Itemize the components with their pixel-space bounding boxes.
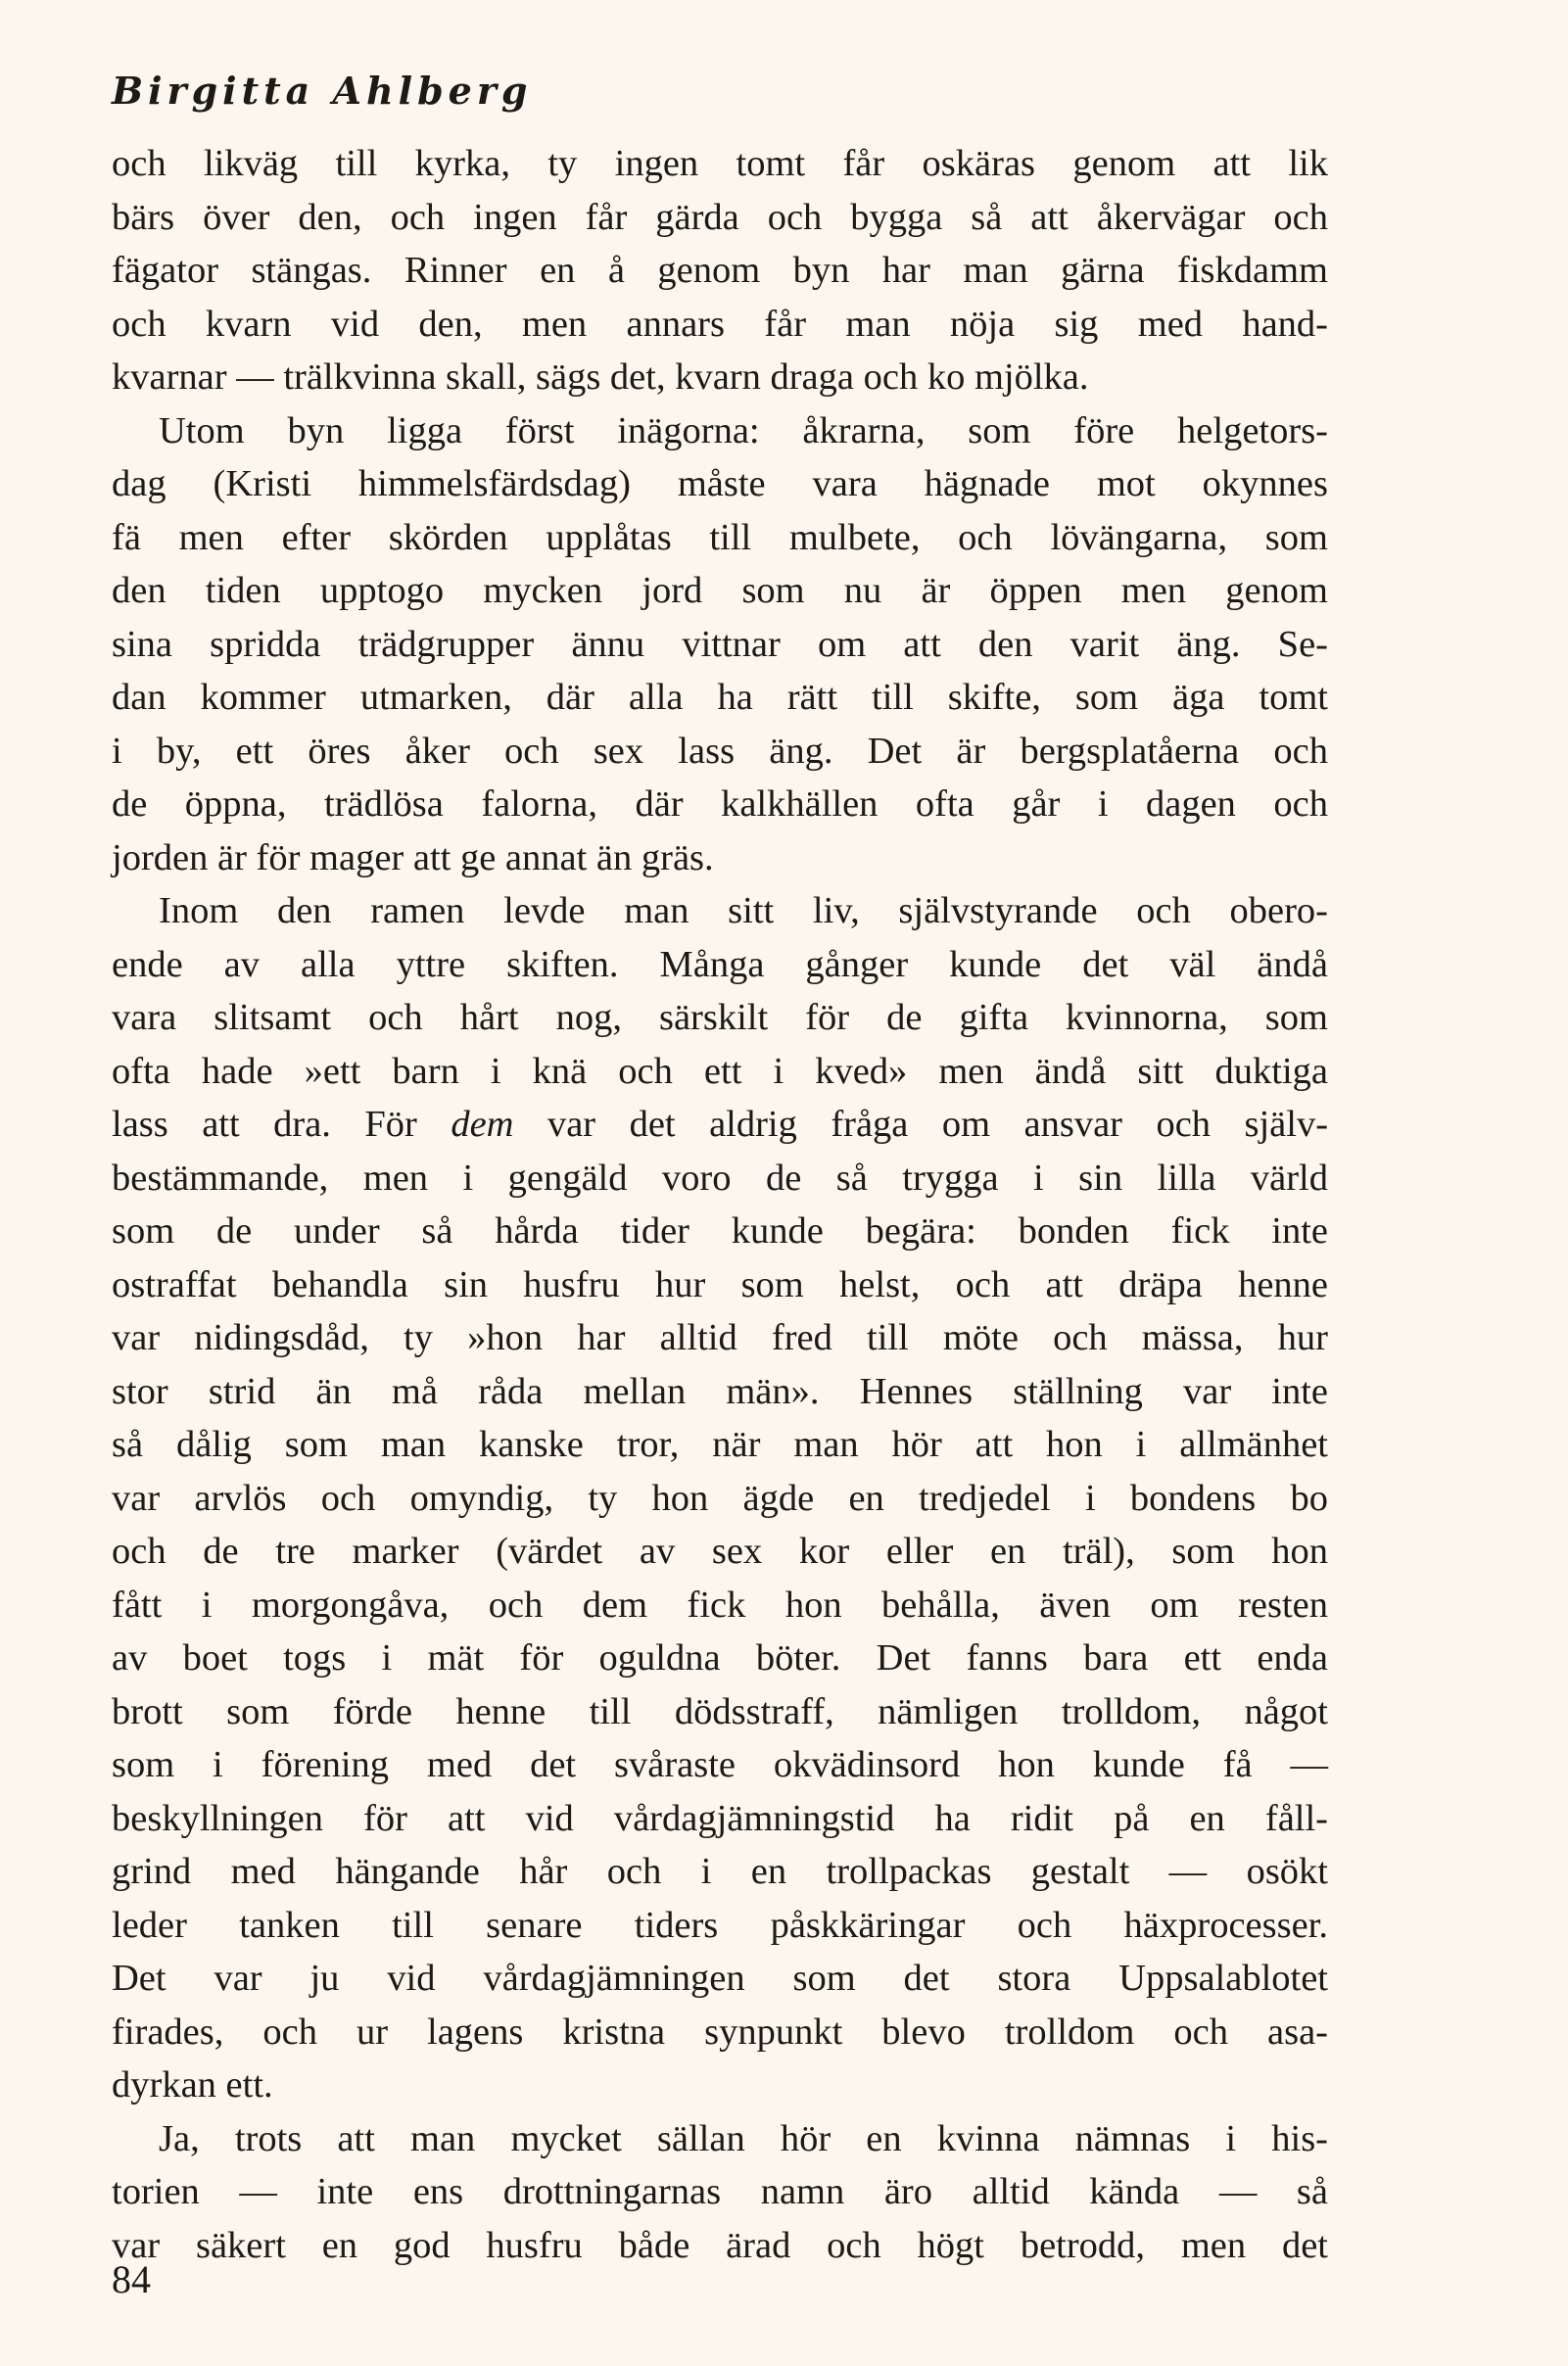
text-line: vara slitsamt och hårt nog, särskilt för de gifta kvinnorna, som [112, 997, 1328, 1038]
text-line: brott som förde henne till dödsstraff, nämligen trolldom, något [112, 1690, 1328, 1732]
text-line: bestämmande, men i gengäld voro de så trygga i sin lilla värld [112, 1157, 1328, 1199]
text-line: leder tanken till senare tiders påskkäringar och häxprocesser. [112, 1904, 1328, 1946]
text-line: kvarnar — trälkvinna skall, sägs det, kvarn draga och ko mjölka. [112, 356, 1089, 398]
text-line: grind med hängande hår och i en trollpackas gestalt — osökt [112, 1851, 1328, 1892]
text-line: fått i morgongåva, och dem fick hon behålla, även om resten [112, 1584, 1328, 1626]
text-line: Utom byn ligga först inägorna: åkrarna, som före helgetors- [159, 409, 1328, 451]
text-line: bärs över den, och ingen får gärda och bygga så att åkervägar och [112, 196, 1328, 238]
emphasized-word: dem [451, 1104, 514, 1145]
text-line: så dålig som man kanske tror, när man hör att hon i allmänhet [112, 1424, 1328, 1465]
text-line: i by, ett öres åker och sex lass äng. Det är bergsplatåerna och [112, 730, 1328, 772]
text-line: och likväg till kyrka, ty ingen tomt får oskäras genom att lik [112, 143, 1328, 184]
text-segment: lass att dra. För [112, 1104, 417, 1145]
text-line: dag (Kristi himmelsfärdsdag) måste vara hägnade mot okynnes [112, 463, 1328, 504]
text-line: och kvarn vid den, men annars får man nöja sig med hand- [112, 303, 1328, 345]
text-line: som de under så hårda tider kunde begära: bonden fick inte [112, 1210, 1328, 1252]
text-line: torien — inte ens drottningarnas namn äro alltid kända — så [112, 2171, 1328, 2212]
text-line: firades, och ur lagens kristna synpunkt blevo trolldom och asa- [112, 2011, 1328, 2053]
running-header-author: Birgitta Ahlberg [112, 69, 533, 113]
text-line: beskyllningen för att vid vårdagjämningstid ha ridit på en fåll- [112, 1797, 1328, 1839]
text-line: och de tre marker (värdet av sex kor eller en träl), som hon [112, 1531, 1328, 1572]
text-line: dyrkan ett. [112, 2064, 273, 2106]
text-line: dan kommer utmarken, där alla ha rätt till skifte, som äga tomt [112, 677, 1328, 718]
text-line: den tiden upptogo mycken jord som nu är öppen men genom [112, 570, 1328, 611]
text-segment: var det aldrig fråga om ansvar och själv- [546, 1104, 1329, 1145]
text-line: jorden är för mager att ge annat än gräs. [112, 836, 714, 878]
text-line: ende av alla yttre skiften. Många gånger kunde det väl ändå [112, 943, 1328, 985]
text-line: var arvlös och omyndig, ty hon ägde en tredjedel i bondens bo [112, 1477, 1328, 1519]
text-line-with-emphasis [112, 1098, 1328, 1152]
text-line: Inom den ramen levde man sitt liv, självstyrande och obero- [159, 890, 1328, 931]
text-line: ostraffat behandla sin husfru hur som helst, och att dräpa henne [112, 1263, 1328, 1305]
page-number: 84 [112, 2257, 151, 2301]
text-line: var nidingsdåd, ty »hon har alltid fred till möte och mässa, hur [112, 1317, 1328, 1358]
text-line: stor strid än må råda mellan män». Hennes ställning var inte [112, 1370, 1328, 1412]
text-line: ofta hade »ett barn i knä och ett i kved» men ändå sitt duktiga [112, 1050, 1328, 1092]
text-line: av boet togs i mät för oguldna böter. Det fanns bara ett enda [112, 1637, 1328, 1679]
text-line: som i förening med det svåraste okvädinsord hon kunde få — [112, 1744, 1328, 1785]
text-line: Det var ju vid vårdagjämningen som det stora Uppsalablotet [112, 1958, 1328, 1999]
text-line: var säkert en god husfru både ärad och högt betrodd, men det [112, 2224, 1328, 2266]
text-line: sina spridda trädgrupper ännu vittnar om att den varit äng. Se- [112, 623, 1328, 665]
text-line: fä men efter skörden upplåtas till mulbete, och lövängarna, som [112, 516, 1328, 558]
text-line: de öppna, trädlösa falorna, där kalkhällen ofta går i dagen och [112, 783, 1328, 825]
text-line: fägator stängas. Rinner en å genom byn har man gärna fiskdamm [112, 250, 1328, 291]
text-line: Ja, trots att man mycket sällan hör en kvinna nämnas i his- [159, 2117, 1328, 2159]
body-text [112, 137, 1328, 2272]
